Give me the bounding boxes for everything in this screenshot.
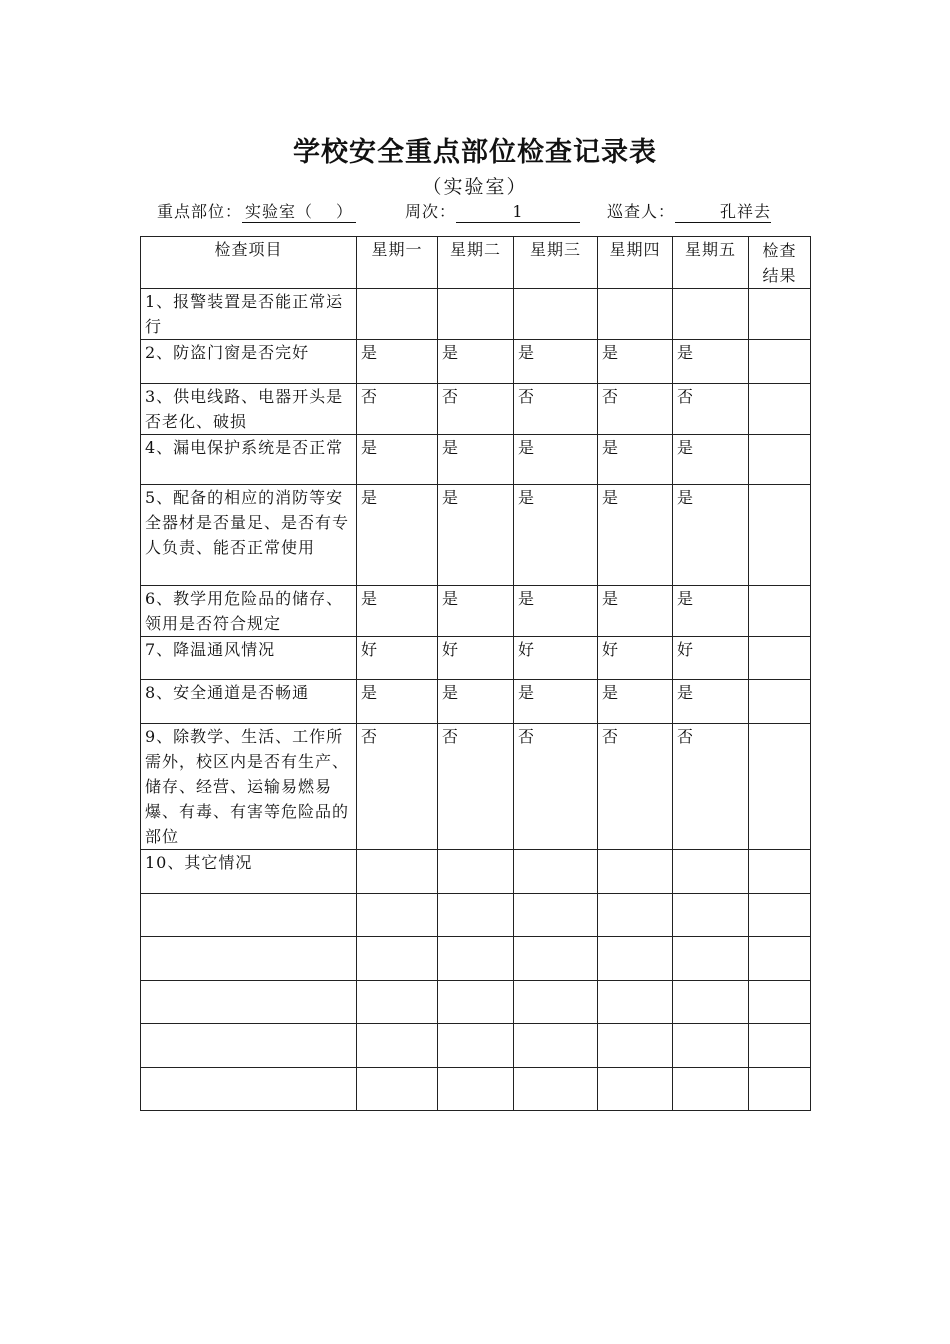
weekday-value-cell: 是 bbox=[673, 485, 749, 586]
table-row bbox=[141, 724, 811, 850]
weekday-value-cell: 是 bbox=[598, 435, 673, 485]
weekday-value-cell bbox=[438, 981, 514, 1024]
inspector-label: 巡查人： bbox=[607, 202, 676, 221]
check-item-cell bbox=[141, 981, 357, 1024]
table-row bbox=[141, 1024, 811, 1068]
table-row bbox=[141, 435, 811, 485]
weekday-value-cell: 是 bbox=[673, 680, 749, 724]
weekday-value-cell bbox=[438, 289, 514, 340]
weekday-value-cell bbox=[673, 937, 749, 981]
weekday-value-cell bbox=[673, 850, 749, 894]
weekday-value-cell: 是 bbox=[438, 435, 514, 485]
location-value: 实验室（ ） bbox=[242, 202, 356, 223]
check-item-cell: 5、配备的相应的消防等安全器材是否量足、是否有专人负责、能否正常使用 bbox=[141, 485, 357, 586]
weekday-value-cell bbox=[438, 1068, 514, 1111]
weekday-value-cell: 是 bbox=[514, 680, 598, 724]
check-item-cell: 4、漏电保护系统是否正常 bbox=[141, 435, 357, 485]
result-cell bbox=[749, 1068, 811, 1111]
weekday-value-cell: 是 bbox=[357, 586, 438, 637]
weekday-value-cell bbox=[357, 289, 438, 340]
weekday-value-cell bbox=[673, 894, 749, 937]
result-cell bbox=[749, 586, 811, 637]
check-item-cell: 2、防盗门窗是否完好 bbox=[141, 340, 357, 384]
header-cell: 星期一 bbox=[357, 237, 438, 289]
weekday-value-cell: 是 bbox=[438, 680, 514, 724]
check-item-cell bbox=[141, 1068, 357, 1111]
weekday-value-cell bbox=[438, 850, 514, 894]
weekday-value-cell bbox=[598, 850, 673, 894]
weekday-value-cell: 是 bbox=[357, 485, 438, 586]
weekday-value-cell: 否 bbox=[357, 724, 438, 850]
weekday-value-cell: 是 bbox=[438, 340, 514, 384]
weekday-value-cell bbox=[673, 981, 749, 1024]
weekday-value-cell bbox=[514, 981, 598, 1024]
weekday-value-cell: 是 bbox=[598, 340, 673, 384]
weekday-value-cell bbox=[514, 289, 598, 340]
weekday-value-cell: 是 bbox=[673, 340, 749, 384]
header-row bbox=[141, 237, 811, 289]
location-field bbox=[157, 201, 356, 223]
weekday-value-cell: 是 bbox=[357, 680, 438, 724]
weekday-value-cell: 好 bbox=[514, 637, 598, 680]
table-row bbox=[141, 1068, 811, 1111]
weekday-value-cell bbox=[514, 850, 598, 894]
page-subtitle: （实验室） bbox=[422, 176, 528, 198]
weekday-value-cell bbox=[673, 289, 749, 340]
result-cell bbox=[749, 937, 811, 981]
weekday-value-cell: 是 bbox=[598, 586, 673, 637]
check-item-cell: 9、除教学、生活、工作所需外，校区内是否有生产、储存、经营、运输易燃易爆、有毒、有害等危险品的部位 bbox=[141, 724, 357, 850]
weekday-value-cell: 否 bbox=[673, 724, 749, 850]
weekday-value-cell bbox=[514, 894, 598, 937]
weekday-value-cell bbox=[514, 1024, 598, 1068]
result-cell bbox=[749, 340, 811, 384]
weekday-value-cell: 是 bbox=[514, 340, 598, 384]
table-row bbox=[141, 894, 811, 937]
weekday-value-cell bbox=[673, 1024, 749, 1068]
weekday-value-cell bbox=[357, 937, 438, 981]
result-cell bbox=[749, 289, 811, 340]
weekday-value-cell bbox=[357, 850, 438, 894]
table-row bbox=[141, 340, 811, 384]
weekday-value-cell: 好 bbox=[598, 637, 673, 680]
header-cell: 星期二 bbox=[438, 237, 514, 289]
weekday-value-cell: 否 bbox=[598, 724, 673, 850]
location-label: 重点部位： bbox=[157, 202, 243, 221]
header-cell: 检查结果 bbox=[749, 237, 811, 289]
result-cell bbox=[749, 384, 811, 435]
weekday-value-cell bbox=[438, 937, 514, 981]
check-item-cell: 3、供电线路、电器开头是否老化、破损 bbox=[141, 384, 357, 435]
weekday-value-cell: 是 bbox=[673, 586, 749, 637]
header-cell: 检查项目 bbox=[141, 237, 357, 289]
result-cell bbox=[749, 724, 811, 850]
table-row bbox=[141, 850, 811, 894]
weekday-value-cell: 是 bbox=[598, 485, 673, 586]
weekday-value-cell bbox=[514, 1068, 598, 1111]
table-row bbox=[141, 680, 811, 724]
week-label: 周次： bbox=[405, 202, 457, 221]
weekday-value-cell: 好 bbox=[357, 637, 438, 680]
result-cell bbox=[749, 680, 811, 724]
result-cell bbox=[749, 981, 811, 1024]
result-cell bbox=[749, 435, 811, 485]
weekday-value-cell: 是 bbox=[357, 435, 438, 485]
result-cell bbox=[749, 637, 811, 680]
check-item-cell: 8、安全通道是否畅通 bbox=[141, 680, 357, 724]
result-cell bbox=[749, 485, 811, 586]
result-cell bbox=[749, 894, 811, 937]
weekday-value-cell bbox=[357, 894, 438, 937]
check-item-cell: 1、报警装置是否能正常运行 bbox=[141, 289, 357, 340]
result-cell bbox=[749, 1024, 811, 1068]
inspection-table bbox=[140, 236, 811, 1111]
check-item-cell: 7、降温通风情况 bbox=[141, 637, 357, 680]
table-row bbox=[141, 485, 811, 586]
weekday-value-cell bbox=[357, 1068, 438, 1111]
weekday-value-cell: 否 bbox=[438, 724, 514, 850]
weekday-value-cell bbox=[357, 981, 438, 1024]
weekday-value-cell bbox=[438, 1024, 514, 1068]
page-title: 学校安全重点部位检查记录表 bbox=[293, 137, 657, 168]
header-cell: 星期五 bbox=[673, 237, 749, 289]
table-row bbox=[141, 937, 811, 981]
weekday-value-cell: 是 bbox=[673, 435, 749, 485]
check-item-cell bbox=[141, 1024, 357, 1068]
weekday-value-cell bbox=[673, 1068, 749, 1111]
weekday-value-cell: 好 bbox=[438, 637, 514, 680]
weekday-value-cell: 是 bbox=[514, 435, 598, 485]
week-field bbox=[405, 201, 580, 223]
inspector-field bbox=[607, 201, 771, 223]
weekday-value-cell: 是 bbox=[357, 340, 438, 384]
weekday-value-cell: 是 bbox=[438, 485, 514, 586]
weekday-value-cell: 否 bbox=[598, 384, 673, 435]
weekday-value-cell: 否 bbox=[514, 384, 598, 435]
weekday-value-cell: 好 bbox=[673, 637, 749, 680]
weekday-value-cell bbox=[598, 981, 673, 1024]
check-item-cell bbox=[141, 894, 357, 937]
header-cell: 星期三 bbox=[514, 237, 598, 289]
table-row bbox=[141, 981, 811, 1024]
weekday-value-cell: 是 bbox=[438, 586, 514, 637]
check-item-cell: 6、教学用危险品的储存、领用是否符合规定 bbox=[141, 586, 357, 637]
check-item-cell bbox=[141, 937, 357, 981]
header-cell: 星期四 bbox=[598, 237, 673, 289]
weekday-value-cell bbox=[357, 1024, 438, 1068]
weekday-value-cell bbox=[598, 1024, 673, 1068]
table-row bbox=[141, 384, 811, 435]
weekday-value-cell bbox=[598, 1068, 673, 1111]
weekday-value-cell bbox=[438, 894, 514, 937]
weekday-value-cell: 是 bbox=[514, 485, 598, 586]
weekday-value-cell: 否 bbox=[357, 384, 438, 435]
weekday-value-cell: 否 bbox=[673, 384, 749, 435]
weekday-value-cell bbox=[598, 289, 673, 340]
table-row bbox=[141, 586, 811, 637]
weekday-value-cell bbox=[598, 937, 673, 981]
weekday-value-cell: 是 bbox=[598, 680, 673, 724]
check-item-cell: 10、其它情况 bbox=[141, 850, 357, 894]
weekday-value-cell bbox=[514, 937, 598, 981]
weekday-value-cell: 否 bbox=[438, 384, 514, 435]
week-value: 1 bbox=[456, 202, 580, 223]
table-row bbox=[141, 289, 811, 340]
weekday-value-cell bbox=[598, 894, 673, 937]
weekday-value-cell: 是 bbox=[514, 586, 598, 637]
table-row bbox=[141, 637, 811, 680]
result-cell bbox=[749, 850, 811, 894]
inspector-value: 孔祥去 bbox=[675, 202, 771, 223]
weekday-value-cell: 否 bbox=[514, 724, 598, 850]
